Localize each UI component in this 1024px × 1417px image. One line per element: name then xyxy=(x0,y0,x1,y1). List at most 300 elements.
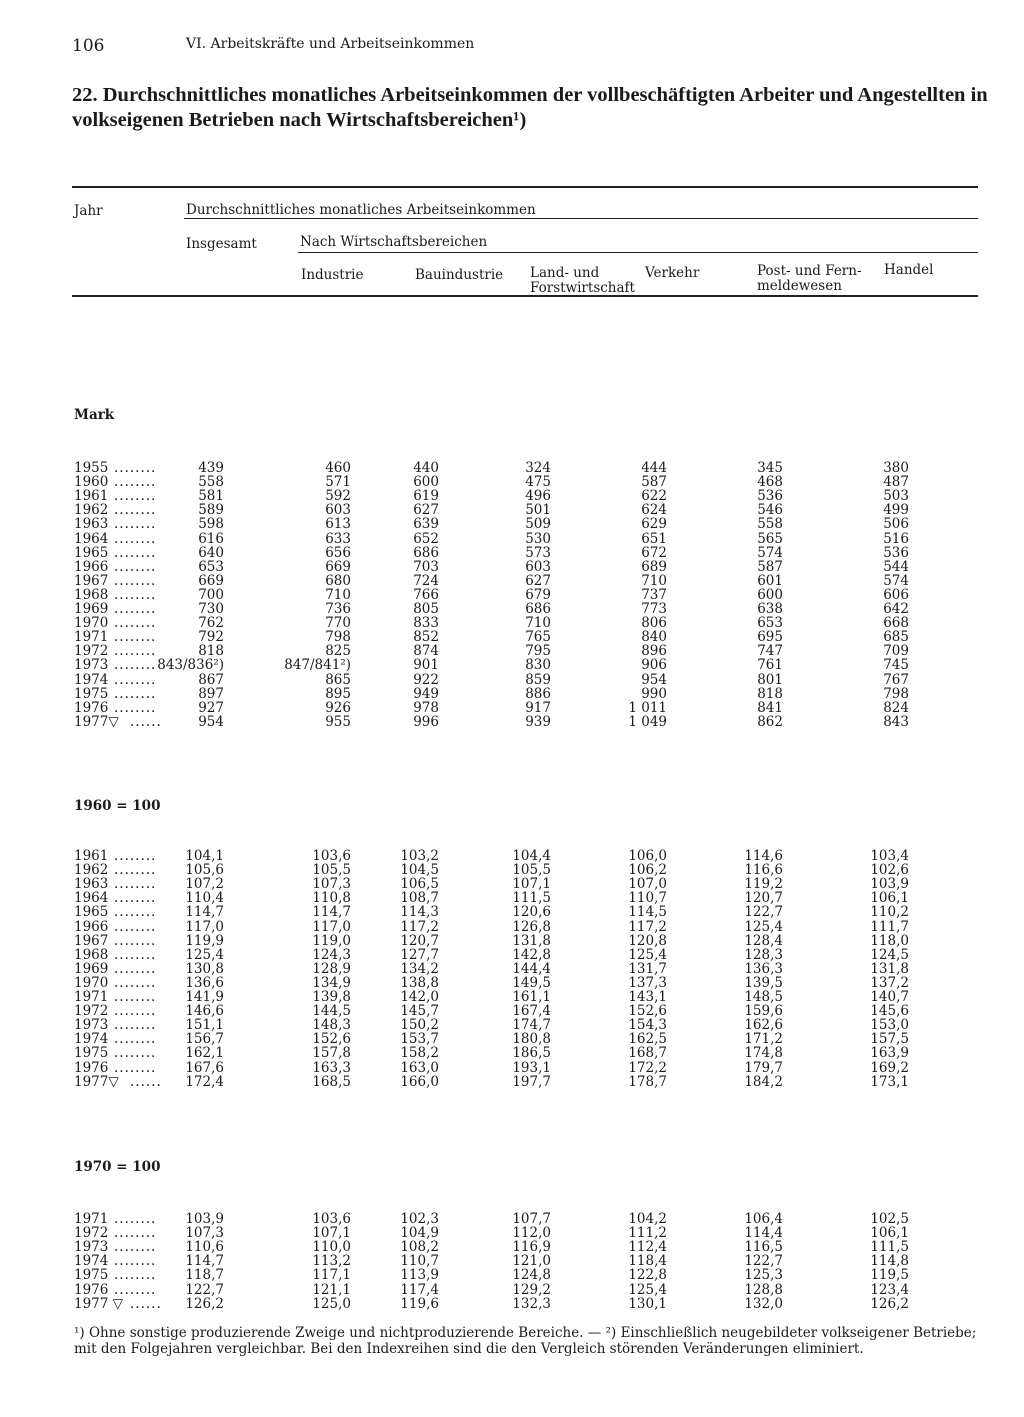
cell-verkehr: 120,8 xyxy=(628,932,667,949)
header-bottom-rule xyxy=(72,295,978,297)
cell-bauindustrie: 901 xyxy=(413,657,439,674)
cell-post: 345 xyxy=(757,460,783,476)
cell-land-forst: 121,0 xyxy=(512,1253,551,1270)
cell-post: 125,4 xyxy=(744,918,783,935)
cell-verkehr: 651 xyxy=(641,530,667,547)
cell-industrie: 680 xyxy=(325,572,351,589)
row-year: 1971 xyxy=(74,989,109,1005)
header-group-rule xyxy=(184,218,978,219)
cell-land-forst: 501 xyxy=(525,502,551,519)
row-year: 1974 xyxy=(74,671,109,688)
page-number: 106 xyxy=(72,36,105,56)
row-year: 1962 xyxy=(74,502,109,519)
row-year: 1969 xyxy=(74,960,109,977)
cell-land-forst: 116,9 xyxy=(512,1239,551,1256)
cell-handel: 106,1 xyxy=(870,1225,909,1242)
cell-verkehr: 178,7 xyxy=(628,1073,667,1090)
cell-insgesamt: 792 xyxy=(198,629,224,646)
cell-industrie: 144,5 xyxy=(312,1003,351,1020)
cell-handel: 709 xyxy=(883,643,909,660)
cell-verkehr: 152,6 xyxy=(628,1003,667,1020)
cell-verkehr: 689 xyxy=(641,558,667,575)
cell-land-forst: 886 xyxy=(525,685,551,702)
row-year: 1971 xyxy=(74,1211,109,1227)
cell-verkehr: 154,3 xyxy=(628,1017,667,1034)
cell-verkehr: 622 xyxy=(641,488,667,505)
cell-insgesamt: 126,2 xyxy=(185,1295,224,1312)
cell-land-forst: 186,5 xyxy=(512,1045,551,1062)
cell-bauindustrie: 114,3 xyxy=(400,904,439,921)
cell-industrie: 113,2 xyxy=(312,1253,351,1270)
cell-bauindustrie: 104,9 xyxy=(400,1225,439,1242)
cell-insgesamt: 110,6 xyxy=(185,1239,224,1256)
leader-dots: ...... xyxy=(130,1073,162,1090)
leader-dots: ........ xyxy=(114,1045,157,1062)
cell-land-forst: 112,0 xyxy=(512,1225,551,1242)
cell-land-forst: 193,1 xyxy=(512,1059,551,1076)
leader-dots: ........ xyxy=(114,572,157,589)
row-year: 1972 xyxy=(74,1003,109,1020)
cell-insgesamt: 843/836²) xyxy=(157,657,224,674)
leader-dots: ........ xyxy=(114,1239,157,1256)
cell-bauindustrie: 639 xyxy=(413,516,439,533)
cell-insgesamt: 107,2 xyxy=(185,876,224,893)
cell-bauindustrie: 138,8 xyxy=(400,974,439,991)
leader-dots: ........ xyxy=(114,862,157,879)
cell-industrie: 613 xyxy=(325,516,351,533)
cell-handel: 110,2 xyxy=(870,904,909,921)
cell-land-forst: 126,8 xyxy=(512,918,551,935)
cell-handel: 114,8 xyxy=(870,1253,909,1270)
row-year: 1965 xyxy=(74,544,109,561)
cell-handel: 544 xyxy=(883,558,909,575)
cell-post: 174,8 xyxy=(744,1045,783,1062)
cell-post: 148,5 xyxy=(744,989,783,1005)
cell-land-forst: 686 xyxy=(525,601,551,617)
cell-land-forst: 573 xyxy=(525,544,551,561)
leader-dots: ........ xyxy=(114,1059,157,1076)
cell-industrie: 117,1 xyxy=(312,1267,351,1284)
cell-handel: 574 xyxy=(883,572,909,589)
leader-dots: ........ xyxy=(114,502,157,519)
cell-post: 128,3 xyxy=(744,946,783,963)
cell-verkehr: 111,2 xyxy=(628,1225,667,1242)
col-header-insgesamt: Insgesamt xyxy=(186,236,257,252)
cell-land-forst: 475 xyxy=(525,474,551,491)
cell-bauindustrie: 949 xyxy=(413,685,439,702)
row-year: 1972 xyxy=(74,643,109,660)
cell-bauindustrie: 166,0 xyxy=(400,1073,439,1090)
cell-handel: 140,7 xyxy=(870,989,909,1005)
cell-land-forst: 180,8 xyxy=(512,1031,551,1048)
row-year: 1974 xyxy=(74,1253,109,1270)
cell-insgesamt: 927 xyxy=(198,699,224,716)
cell-industrie: 139,8 xyxy=(312,989,351,1005)
header-top-rule xyxy=(72,186,978,188)
cell-land-forst: 859 xyxy=(525,671,551,688)
cell-verkehr: 117,2 xyxy=(628,918,667,935)
cell-bauindustrie: 113,9 xyxy=(400,1267,439,1284)
cell-insgesamt: 107,3 xyxy=(185,1225,224,1242)
cell-bauindustrie: 106,5 xyxy=(400,876,439,893)
leader-dots: ........ xyxy=(114,1225,157,1242)
cell-handel: 157,5 xyxy=(870,1031,909,1048)
row-year: 1972 xyxy=(74,1225,109,1242)
cell-handel: 163,9 xyxy=(870,1045,909,1062)
cell-insgesamt: 151,1 xyxy=(185,1017,224,1034)
cell-industrie: 128,9 xyxy=(312,960,351,977)
cell-bauindustrie: 703 xyxy=(413,558,439,575)
leader-dots: ........ xyxy=(114,932,157,949)
cell-land-forst: 939 xyxy=(525,713,551,730)
row-year: 1970 xyxy=(74,615,109,632)
cell-land-forst: 830 xyxy=(525,657,551,674)
leader-dots: ...... xyxy=(130,713,162,730)
leader-dots: ........ xyxy=(114,904,157,921)
cell-handel: 111,5 xyxy=(870,1239,909,1256)
cell-verkehr: 125,4 xyxy=(628,1281,667,1298)
row-year: 1971 xyxy=(74,629,109,646)
leader-dots: ........ xyxy=(114,530,157,547)
row-year: 1960 xyxy=(74,474,109,491)
cell-insgesamt: 598 xyxy=(198,516,224,533)
row-year: 1967 xyxy=(74,932,109,949)
cell-land-forst: 144,4 xyxy=(512,960,551,977)
cell-verkehr: 710 xyxy=(641,572,667,589)
cell-insgesamt: 669 xyxy=(198,572,224,589)
leader-dots: ........ xyxy=(114,516,157,533)
cell-post: 120,7 xyxy=(744,890,783,907)
cell-verkehr: 118,4 xyxy=(628,1253,667,1270)
leader-dots: ........ xyxy=(114,488,157,505)
cell-land-forst: 530 xyxy=(525,530,551,547)
col-header-land: Land- und xyxy=(530,265,600,281)
row-year: 1976 xyxy=(74,699,109,716)
cell-post: 114,4 xyxy=(744,1225,783,1242)
cell-verkehr: 168,7 xyxy=(628,1045,667,1062)
row-year: 1967 xyxy=(74,572,109,589)
cell-bauindustrie: 766 xyxy=(413,586,439,603)
cell-post: 536 xyxy=(757,488,783,505)
cell-handel: 103,4 xyxy=(870,848,909,864)
cell-verkehr: 112,4 xyxy=(628,1239,667,1256)
cell-industrie: 117,0 xyxy=(312,918,351,935)
cell-verkehr: 106,0 xyxy=(628,848,667,864)
cell-industrie: 460 xyxy=(325,460,351,476)
cell-land-forst: 111,5 xyxy=(512,890,551,907)
leader-dots: ........ xyxy=(114,974,157,991)
cell-verkehr: 130,1 xyxy=(628,1295,667,1312)
cell-land-forst: 132,3 xyxy=(512,1295,551,1312)
cell-insgesamt: 117,0 xyxy=(185,918,224,935)
table-row xyxy=(0,1297,1024,1312)
cell-verkehr: 107,0 xyxy=(628,876,667,893)
cell-post: 125,3 xyxy=(744,1267,783,1284)
cell-industrie: 110,0 xyxy=(312,1239,351,1256)
cell-handel: 102,5 xyxy=(870,1211,909,1227)
cell-post: 106,4 xyxy=(744,1211,783,1227)
cell-bauindustrie: 120,7 xyxy=(400,932,439,949)
cell-handel: 843 xyxy=(883,713,909,730)
row-year: 1973 xyxy=(74,1239,109,1256)
cell-verkehr: 954 xyxy=(641,671,667,688)
row-year: 1975 xyxy=(74,1267,109,1284)
cell-insgesamt: 103,9 xyxy=(185,1211,224,1227)
cell-post: 139,5 xyxy=(744,974,783,991)
cell-handel: 106,1 xyxy=(870,890,909,907)
cell-insgesamt: 146,6 xyxy=(185,1003,224,1020)
cell-insgesamt: 136,6 xyxy=(185,974,224,991)
cell-bauindustrie: 686 xyxy=(413,544,439,561)
cell-post: 761 xyxy=(757,657,783,674)
cell-insgesamt: 167,6 xyxy=(185,1059,224,1076)
cell-industrie: 148,3 xyxy=(312,1017,351,1034)
cell-verkehr: 444 xyxy=(641,460,667,476)
cell-handel: 145,6 xyxy=(870,1003,909,1020)
cell-post: 171,2 xyxy=(744,1031,783,1048)
cell-post: 114,6 xyxy=(744,848,783,864)
cell-insgesamt: 114,7 xyxy=(185,1253,224,1270)
cell-handel: 824 xyxy=(883,699,909,716)
cell-land-forst: 107,7 xyxy=(512,1211,551,1227)
cell-post: 695 xyxy=(757,629,783,646)
cell-bauindustrie: 600 xyxy=(413,474,439,491)
col-header-jahr: Jahr xyxy=(74,203,103,219)
cell-post: 128,4 xyxy=(744,932,783,949)
chapter-heading: VI. Arbeitskräfte und Arbeitseinkommen xyxy=(186,36,475,52)
cell-land-forst: 496 xyxy=(525,488,551,505)
cell-verkehr: 896 xyxy=(641,643,667,660)
cell-insgesamt: 589 xyxy=(198,502,224,519)
cell-verkehr: 587 xyxy=(641,474,667,491)
cell-handel: 499 xyxy=(883,502,909,519)
leader-dots: ........ xyxy=(114,1031,157,1048)
cell-industrie: 895 xyxy=(325,685,351,702)
row-year: 1966 xyxy=(74,558,109,575)
cell-insgesamt: 122,7 xyxy=(185,1281,224,1298)
cell-bauindustrie: 852 xyxy=(413,629,439,646)
cell-industrie: 110,8 xyxy=(312,890,351,907)
col-header-nach: Nach Wirtschaftsbereichen xyxy=(300,234,488,250)
cell-land-forst: 149,5 xyxy=(512,974,551,991)
cell-handel: 668 xyxy=(883,615,909,632)
cell-industrie: 107,3 xyxy=(312,876,351,893)
cell-industrie: 865 xyxy=(325,671,351,688)
cell-verkehr: 806 xyxy=(641,615,667,632)
row-year: 1977▽ xyxy=(74,1073,119,1090)
leader-dots: ........ xyxy=(114,629,157,646)
cell-handel: 798 xyxy=(883,685,909,702)
cell-verkehr: 104,2 xyxy=(628,1211,667,1227)
row-year: 1963 xyxy=(74,516,109,533)
row-year: 1961 xyxy=(74,848,109,864)
cell-verkehr: 906 xyxy=(641,657,667,674)
cell-bauindustrie: 108,7 xyxy=(400,890,439,907)
cell-bauindustrie: 108,2 xyxy=(400,1239,439,1256)
cell-post: 587 xyxy=(757,558,783,575)
cell-industrie: 571 xyxy=(325,474,351,491)
cell-bauindustrie: 619 xyxy=(413,488,439,505)
row-year: 1962 xyxy=(74,862,109,879)
col-header-post: Post- und Fern- xyxy=(757,263,862,279)
cell-bauindustrie: 102,3 xyxy=(400,1211,439,1227)
cell-post: 747 xyxy=(757,643,783,660)
cell-bauindustrie: 119,6 xyxy=(400,1295,439,1312)
cell-industrie: 633 xyxy=(325,530,351,547)
cell-post: 162,6 xyxy=(744,1017,783,1034)
cell-verkehr: 114,5 xyxy=(628,904,667,921)
cell-post: 601 xyxy=(757,572,783,589)
leader-dots: ........ xyxy=(114,1211,157,1227)
cell-land-forst: 679 xyxy=(525,586,551,603)
header-branch-rule xyxy=(298,252,978,253)
row-year: 1977▽ xyxy=(74,713,119,730)
cell-verkehr: 125,4 xyxy=(628,946,667,963)
cell-verkehr: 624 xyxy=(641,502,667,519)
cell-verkehr: 629 xyxy=(641,516,667,533)
cell-verkehr: 162,5 xyxy=(628,1031,667,1048)
cell-industrie: 103,6 xyxy=(312,1211,351,1227)
col-header-group: Durchschnittliches monatliches Arbeitseinkommen xyxy=(186,202,536,218)
cell-land-forst: 710 xyxy=(525,615,551,632)
cell-verkehr: 1 011 xyxy=(628,699,667,716)
cell-insgesamt: 558 xyxy=(198,474,224,491)
cell-industrie: 157,8 xyxy=(312,1045,351,1062)
cell-bauindustrie: 158,2 xyxy=(400,1045,439,1062)
section-label: 1970 = 100 xyxy=(74,1159,161,1175)
col-header-bauindustrie: Bauindustrie xyxy=(415,267,504,283)
cell-bauindustrie: 110,7 xyxy=(400,1253,439,1270)
cell-industrie: 736 xyxy=(325,601,351,617)
row-year: 1975 xyxy=(74,685,109,702)
cell-post: 159,6 xyxy=(744,1003,783,1020)
cell-post: 818 xyxy=(757,685,783,702)
cell-handel: 137,2 xyxy=(870,974,909,991)
cell-land-forst: 509 xyxy=(525,516,551,533)
leader-dots: ........ xyxy=(114,558,157,575)
row-year: 1955 xyxy=(74,460,109,476)
cell-post: 116,6 xyxy=(744,862,783,879)
cell-industrie: 669 xyxy=(325,558,351,575)
leader-dots: ........ xyxy=(114,657,157,674)
table-row xyxy=(0,1075,1024,1090)
cell-post: 841 xyxy=(757,699,783,716)
leader-dots: ........ xyxy=(114,989,157,1005)
cell-post: 122,7 xyxy=(744,904,783,921)
cell-industrie: 168,5 xyxy=(312,1073,351,1090)
cell-post: 638 xyxy=(757,601,783,617)
cell-handel: 118,0 xyxy=(870,932,909,949)
cell-bauindustrie: 874 xyxy=(413,643,439,660)
row-year: 1966 xyxy=(74,918,109,935)
cell-post: 136,3 xyxy=(744,960,783,977)
cell-land-forst: 917 xyxy=(525,699,551,716)
leader-dots: ........ xyxy=(114,890,157,907)
cell-bauindustrie: 978 xyxy=(413,699,439,716)
leader-dots: ........ xyxy=(114,685,157,702)
cell-post: 558 xyxy=(757,516,783,533)
cell-insgesamt: 700 xyxy=(198,586,224,603)
cell-post: 116,5 xyxy=(744,1239,783,1256)
cell-handel: 103,9 xyxy=(870,876,909,893)
cell-post: 128,8 xyxy=(744,1281,783,1298)
cell-industrie: 124,3 xyxy=(312,946,351,963)
cell-bauindustrie: 134,2 xyxy=(400,960,439,977)
cell-bauindustrie: 117,4 xyxy=(400,1281,439,1298)
cell-land-forst: 142,8 xyxy=(512,946,551,963)
cell-insgesamt: 897 xyxy=(198,685,224,702)
row-year: 1969 xyxy=(74,601,109,617)
section-label: 1960 = 100 xyxy=(74,798,161,814)
cell-handel: 169,2 xyxy=(870,1059,909,1076)
row-year: 1976 xyxy=(74,1059,109,1076)
cell-post: 179,7 xyxy=(744,1059,783,1076)
leader-dots: ........ xyxy=(114,615,157,632)
leader-dots: ...... xyxy=(130,1295,162,1312)
cell-handel: 131,8 xyxy=(870,960,909,977)
cell-insgesamt: 954 xyxy=(198,713,224,730)
cell-verkehr: 990 xyxy=(641,685,667,702)
cell-verkehr: 122,8 xyxy=(628,1267,667,1284)
cell-industrie: 103,6 xyxy=(312,848,351,864)
cell-insgesamt: 130,8 xyxy=(185,960,224,977)
cell-land-forst: 795 xyxy=(525,643,551,660)
cell-handel: 126,2 xyxy=(870,1295,909,1312)
cell-insgesamt: 105,6 xyxy=(185,862,224,879)
row-year: 1976 xyxy=(74,1281,109,1298)
cell-insgesamt: 616 xyxy=(198,530,224,547)
cell-post: 600 xyxy=(757,586,783,603)
cell-industrie: 926 xyxy=(325,699,351,716)
cell-insgesamt: 118,7 xyxy=(185,1267,224,1284)
cell-land-forst: 124,8 xyxy=(512,1267,551,1284)
cell-industrie: 121,1 xyxy=(312,1281,351,1298)
cell-verkehr: 137,3 xyxy=(628,974,667,991)
cell-verkehr: 672 xyxy=(641,544,667,561)
cell-bauindustrie: 150,2 xyxy=(400,1017,439,1034)
cell-bauindustrie: 127,7 xyxy=(400,946,439,963)
cell-insgesamt: 141,9 xyxy=(185,989,224,1005)
cell-industrie: 114,7 xyxy=(312,904,351,921)
leader-dots: ........ xyxy=(114,1267,157,1284)
cell-land-forst: 107,1 xyxy=(512,876,551,893)
cell-insgesamt: 162,1 xyxy=(185,1045,224,1062)
cell-land-forst: 131,8 xyxy=(512,932,551,949)
cell-bauindustrie: 652 xyxy=(413,530,439,547)
cell-industrie: 592 xyxy=(325,488,351,505)
cell-insgesamt: 119,9 xyxy=(185,932,224,949)
cell-industrie: 125,0 xyxy=(312,1295,351,1312)
cell-insgesamt: 762 xyxy=(198,615,224,632)
cell-post: 653 xyxy=(757,615,783,632)
cell-land-forst: 197,7 xyxy=(512,1073,551,1090)
col-header-industrie: Industrie xyxy=(301,267,364,283)
leader-dots: ........ xyxy=(114,460,157,476)
cell-land-forst: 627 xyxy=(525,572,551,589)
row-year: 1970 xyxy=(74,974,109,991)
cell-land-forst: 765 xyxy=(525,629,551,646)
leader-dots: ........ xyxy=(114,1003,157,1020)
leader-dots: ........ xyxy=(114,946,157,963)
col-header-land-2: Forstwirtschaft xyxy=(530,280,635,296)
cell-verkehr: 840 xyxy=(641,629,667,646)
cell-handel: 516 xyxy=(883,530,909,547)
row-year: 1961 xyxy=(74,488,109,505)
cell-bauindustrie: 103,2 xyxy=(400,848,439,864)
cell-bauindustrie: 833 xyxy=(413,615,439,632)
cell-verkehr: 110,7 xyxy=(628,890,667,907)
leader-dots: ........ xyxy=(114,1281,157,1298)
